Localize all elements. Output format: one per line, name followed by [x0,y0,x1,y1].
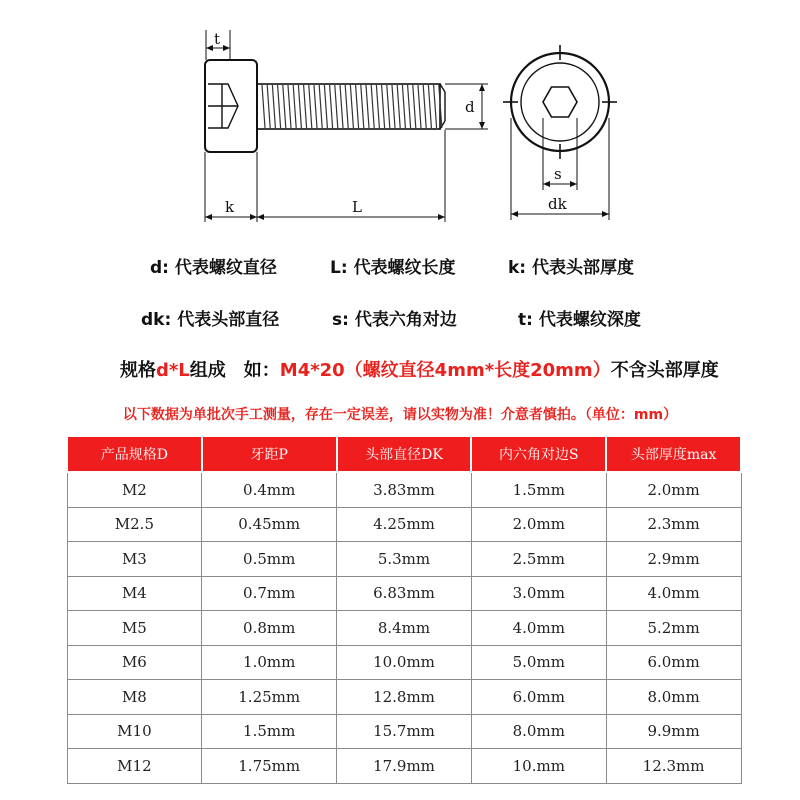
table-cell: 12.3mm [606,749,741,784]
table-row [67,507,741,542]
table-cell: 15.7mm [337,714,472,749]
spec-formula: d*L [156,360,190,381]
table-cell: 6.0mm [471,680,606,715]
table-cell: M6 [67,645,202,680]
table-cell: 4.0mm [471,611,606,646]
table-header-row [67,436,741,472]
screw-head-end-outer [511,53,609,151]
spec-prefix: 规格 [120,360,156,381]
spec-example: M4*20（螺纹直径4mm*长度20mm） [279,360,611,381]
header-pitch: 牙距P [202,436,337,472]
legend-row-2b [332,305,457,330]
table-cell: 6.0mm [606,645,741,680]
header-head-diameter: 头部直径DK [337,436,472,472]
table-cell: 4.25mm [337,507,472,542]
table-cell: 0.8mm [202,611,337,646]
table-cell: 5.3mm [337,542,472,577]
legend-text: 代表螺纹长度 [353,258,456,278]
dim-label-t: t [214,30,221,48]
table-cell: 1.5mm [471,472,606,507]
table-cell: 8.0mm [471,714,606,749]
table-cell: M12 [67,749,202,784]
table-cell: 2.0mm [471,507,606,542]
table-row [67,645,741,680]
table-cell: 8.4mm [337,611,472,646]
spec-line [120,356,719,382]
spec-table [66,435,742,784]
table-row [67,714,741,749]
table-row [67,680,741,715]
table-cell: 0.5mm [202,542,337,577]
table-cell: M5 [67,611,202,646]
table-cell: M2.5 [67,507,202,542]
table-cell: 0.45mm [202,507,337,542]
thread-lines [262,85,442,128]
table-row [67,576,741,611]
legend-text: 代表六角对边 [354,310,457,330]
legend-text: 代表螺纹深度 [538,310,641,330]
table-cell: 6.83mm [337,576,472,611]
table-row [67,611,741,646]
table-row [67,749,741,784]
table-row [67,542,741,577]
header-hex-width: 内六角对边S [471,436,606,472]
table-cell: 1.0mm [202,645,337,680]
dim-label-k: k [225,198,235,216]
hex-socket-end [543,87,577,117]
table-cell: 1.75mm [202,749,337,784]
dim-label-dk: dk [548,195,567,213]
legend-text: 代表螺纹直径 [174,258,277,278]
table-cell: 9.9mm [606,714,741,749]
table-cell: 10.mm [471,749,606,784]
table-cell: 2.9mm [606,542,741,577]
legend-key: dk: [141,310,172,330]
screw-drawing [0,0,800,240]
table-cell: 4.0mm [606,576,741,611]
table-cell: 3.0mm [471,576,606,611]
table-cell: 0.7mm [202,576,337,611]
table-cell: 2.0mm [606,472,741,507]
header-size: 产品规格D [67,436,202,472]
legend-key: d: [150,258,169,278]
header-head-thickness: 头部厚度max [606,436,741,472]
table-cell: 1.25mm [202,680,337,715]
table-cell: 2.5mm [471,542,606,577]
legend-text: 代表头部厚度 [532,258,635,278]
dim-label-L: L [352,198,362,216]
legend-key: L: [330,258,348,278]
screw-head-end-inner [521,63,599,141]
table-body [67,472,741,783]
legend-row-1b [330,253,456,278]
table-cell: 5.2mm [606,611,741,646]
legend-row-1 [150,253,277,278]
table-cell: 3.83mm [337,472,472,507]
table-cell: 1.5mm [202,714,337,749]
legend-text: 代表头部直径 [177,310,280,330]
dim-label-s: s [554,165,562,183]
table-row [67,472,741,507]
spec-middle: 组成 如： [189,360,280,381]
legend-row-2c [518,305,641,330]
table-cell: 2.3mm [606,507,741,542]
legend-row-2 [141,305,279,330]
table-cell: 17.9mm [337,749,472,784]
table-cell: M10 [67,714,202,749]
legend-key: s: [332,310,349,330]
table-cell: 10.0mm [337,645,472,680]
table-cell: M8 [67,680,202,715]
table-cell: 12.8mm [337,680,472,715]
legend-key: k: [508,258,527,278]
legend-key: t: [518,310,533,330]
table-cell: 5.0mm [471,645,606,680]
table-cell: M4 [67,576,202,611]
measurement-note: 以下数据为单批次手工测量，存在一定误差，请以实物为准！介意者慎拍。（单位：mm） [122,407,678,423]
dim-label-d: d [465,98,475,116]
table-cell: 8.0mm [606,680,741,715]
legend-row-1c [508,253,634,278]
table-cell: 0.4mm [202,472,337,507]
spec-suffix: 不含头部厚度 [610,360,719,381]
table-cell: M2 [67,472,202,507]
table-cell: M3 [67,542,202,577]
